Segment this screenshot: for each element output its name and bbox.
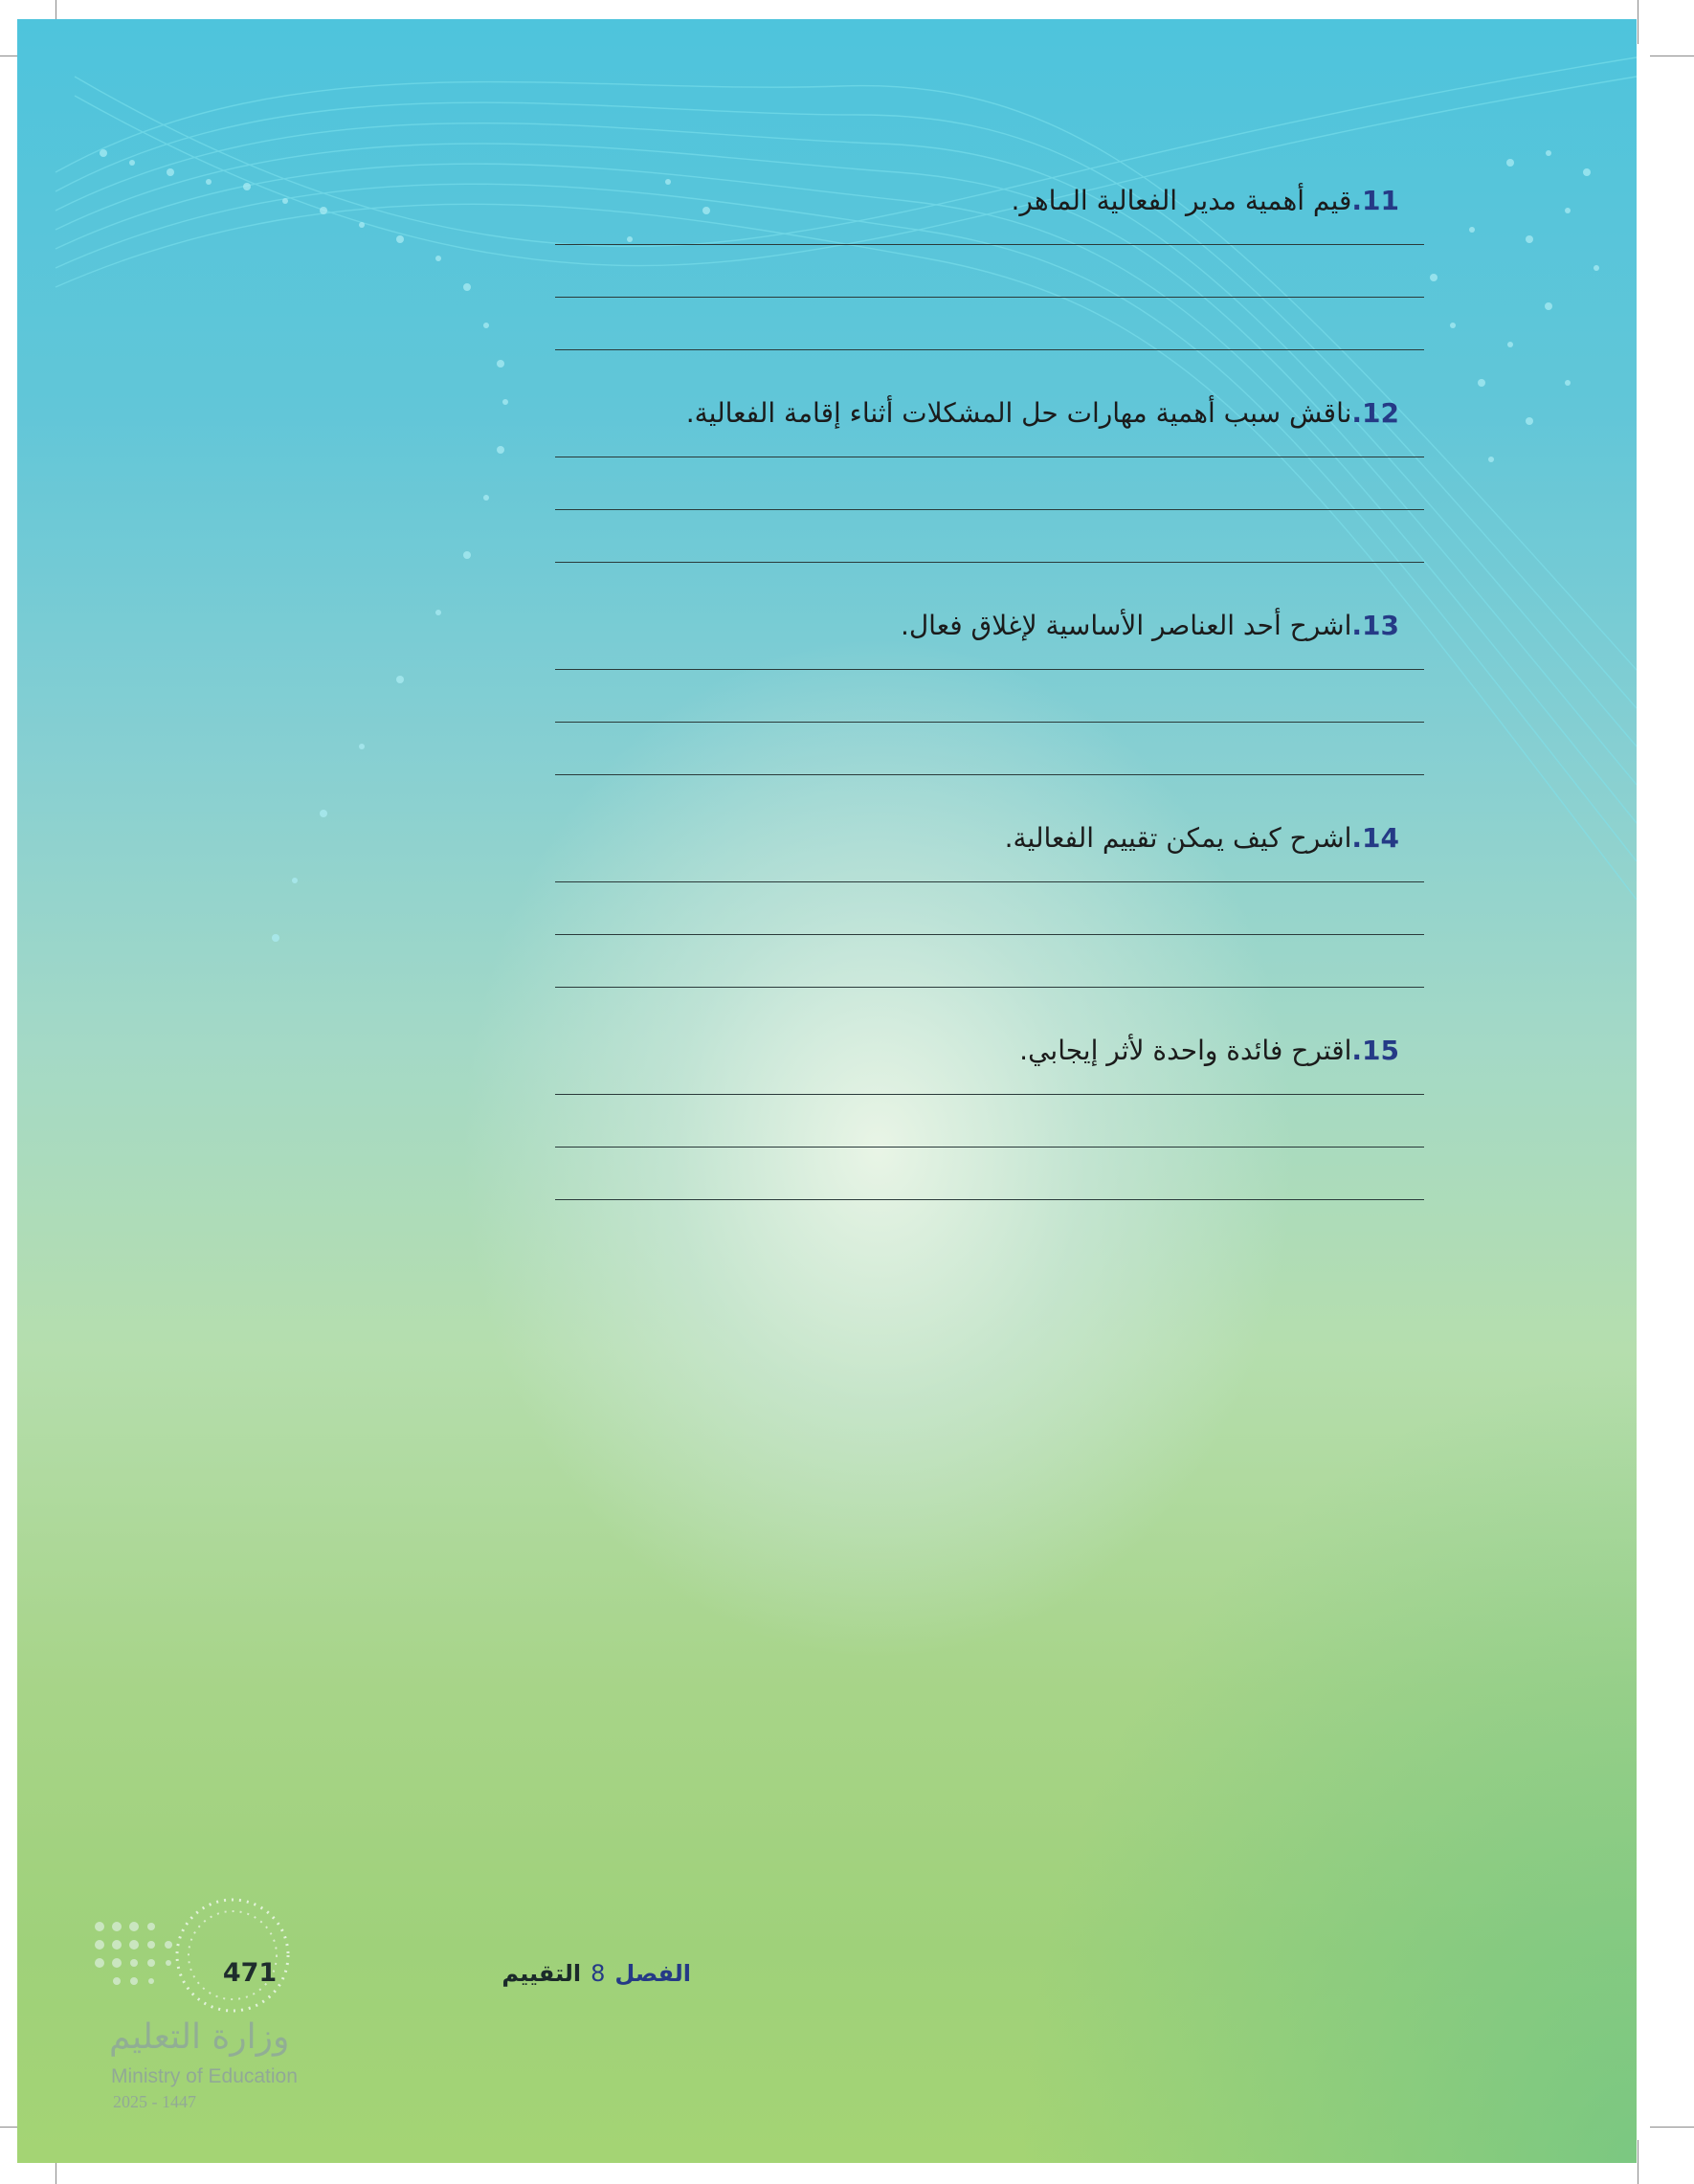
ministry-logo-years: 2025 - 1447 xyxy=(113,2092,196,2111)
answer-line[interactable] xyxy=(555,1199,1424,1200)
crop-mark xyxy=(1650,2127,1694,2128)
answer-line[interactable] xyxy=(555,669,1424,670)
answer-line[interactable] xyxy=(555,1094,1424,1095)
question-text: قيم أهمية مدير الفعالية الماهر. xyxy=(1011,185,1352,216)
question-number: 15 xyxy=(1362,1035,1399,1066)
answer-line[interactable] xyxy=(555,722,1424,723)
answer-line[interactable] xyxy=(555,562,1424,563)
worksheet-page xyxy=(17,19,1637,2163)
chapter-footer xyxy=(502,1956,691,1991)
answer-line[interactable] xyxy=(555,774,1424,775)
question-text: اشرح أحد العناصر الأساسية لإغلاق فعال. xyxy=(900,610,1352,641)
question-text: اقترح فائدة واحدة لأثر إيجابي. xyxy=(1019,1035,1352,1066)
answer-line[interactable] xyxy=(555,244,1424,245)
answer-line[interactable] xyxy=(555,349,1424,350)
question-11: 11.قيم أهمية مدير الفعالية الماهر. xyxy=(1011,185,1399,216)
answer-line[interactable] xyxy=(555,881,1424,882)
answer-line[interactable] xyxy=(555,1147,1424,1148)
chapter-name: التقييم xyxy=(502,1960,582,1987)
answer-line[interactable] xyxy=(555,509,1424,510)
ministry-logo-arabic: وزارة التعليم xyxy=(109,2017,290,2057)
answer-line[interactable] xyxy=(555,987,1424,988)
question-text: ناقش سبب أهمية مهارات حل المشكلات أثناء إقامة الفعالية. xyxy=(685,397,1352,429)
question-14: 14.اشرح كيف يمكن تقييم الفعالية. xyxy=(1004,822,1399,854)
question-15: 15.اقترح فائدة واحدة لأثر إيجابي. xyxy=(1019,1035,1399,1066)
chapter-label: الفصل xyxy=(614,1960,691,1987)
question-number: 13 xyxy=(1362,610,1399,641)
answer-line[interactable] xyxy=(555,297,1424,298)
answer-line[interactable] xyxy=(555,934,1424,935)
chapter-number: 8 xyxy=(591,1960,606,1987)
page-number: 471 xyxy=(222,1958,278,1988)
question-text: اشرح كيف يمكن تقييم الفعالية. xyxy=(1004,822,1352,854)
question-12: 12.ناقش سبب أهمية مهارات حل المشكلات أثناء إقامة الفعالية. xyxy=(685,397,1399,429)
question-number: 11 xyxy=(1362,185,1399,216)
question-number: 12 xyxy=(1362,397,1399,429)
wave-decoration xyxy=(17,19,1637,2163)
ministry-logo-english: Ministry of Education xyxy=(111,2065,298,2087)
ministry-logo-mark xyxy=(17,19,1637,2163)
question-13: 13.اشرح أحد العناصر الأساسية لإغلاق فعال. xyxy=(900,610,1399,641)
question-number: 14 xyxy=(1362,822,1399,854)
